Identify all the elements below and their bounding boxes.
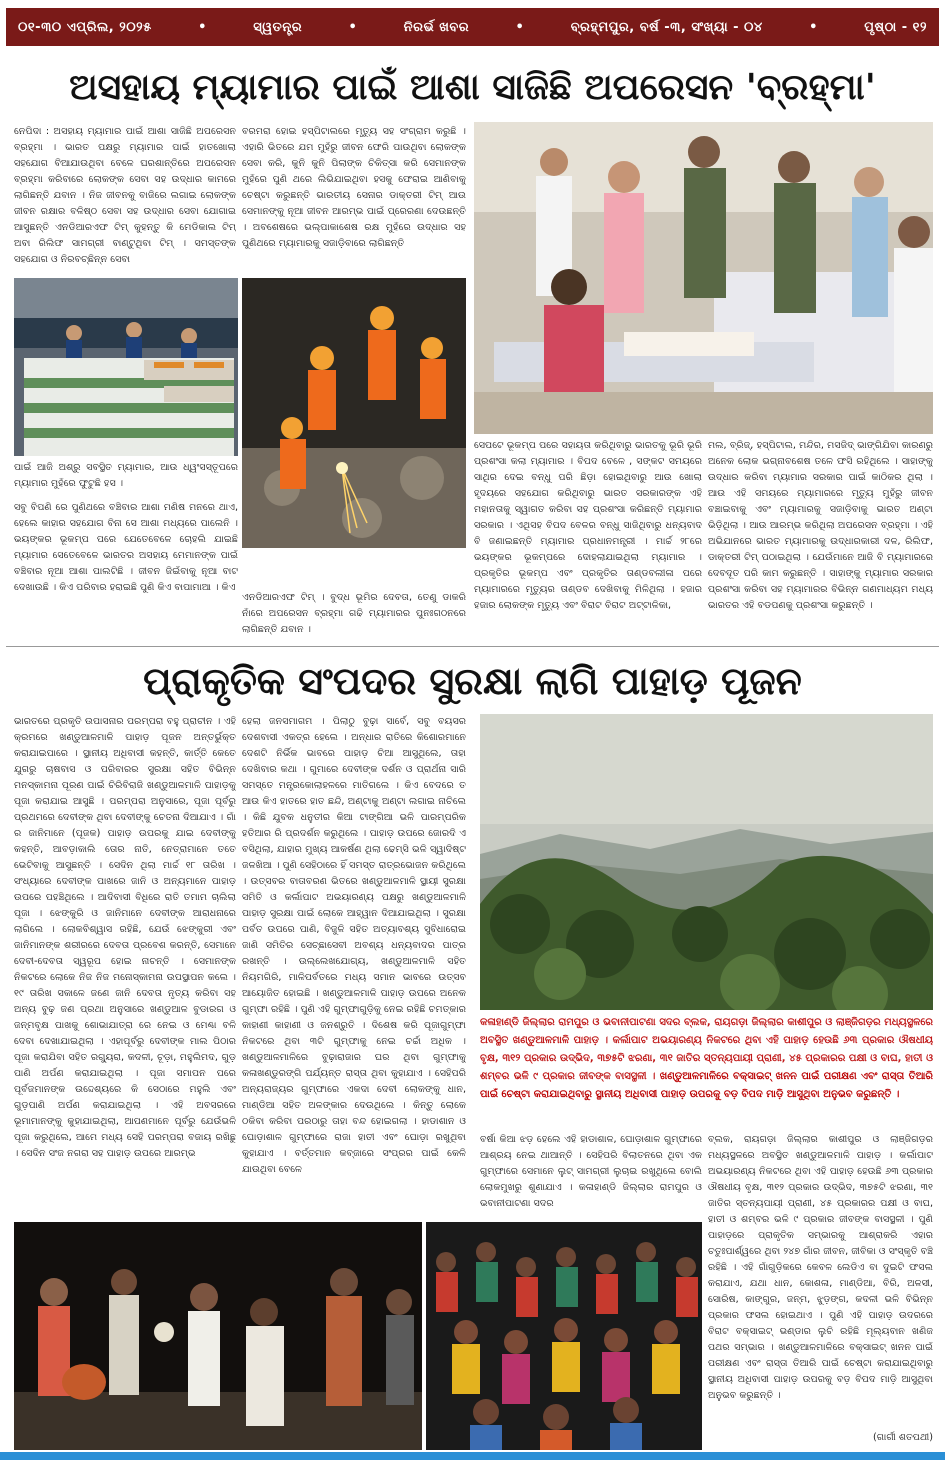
section-divider bbox=[6, 646, 939, 647]
story2-column-2: ହେଲା ଜନସମାଗମ । ପିଲାଠୁ ବୁଢ଼ା ସାର୍ବେ, ସବୁ ବୟସର ଦେଶବାସୀ ଏକତ୍ର ହେଲେ । ଅନ୍ଧାର ରାତିରେ କିଶୋରମାନେ ଦେଶଟି ନିର୍ଭିକ ଭାବରେ ପାହାଡ଼ ଚିଆ ଆସୁଥିଲେ, ତାହା ଦେଖିବାର କଥା । ଗୁମାରେ ଦେବୀଙ୍କ ଦର୍ଶନ ଓ ପ୍ରାର୍ଥନା ସାରି ସମସ୍ତେ ମନ୍ତ୍ରକୋଲାହଳରେ ମାତିଗଲେ । କିଏ ବେଦରେ ତ ଆଉ କିଏ ହାତରେ ହାତ ଛନ୍ଦି, ଅଣ୍ଟାକୁ ଅଣ୍ଟା ଲଗାଇ ନାଚିଲେ । କିଛି ଯୁବକ ଧନୁତୀର କିଆ ଟାଙ୍ଗିଆ ଭଳି ପାରମ୍ପରିକ ହତିଆର ରି ପ୍ରଦର୍ଶନ କରୁଥିଲେ । ପାହାଡ଼ ଉପରେ ଜୋରଦି ଏ ବସିଥିଲା, ଯାହାର ମୁଖ୍ୟ ଆକର୍ଷଣ ଥିଲା ଢେମ୍ସି ଭଳି ସ୍ୱାଦିଷ୍ଟ ଜଳଖିଆ । ପୁଣି ସେହିଠାରେ ହିଁ ସମସ୍ତ ରାତ୍ରଭୋଜନ କରିଥିଲେ । ଉତ୍ସବର ବାତାବରଣ ଭିତରେ ଖଣ୍ଡୁଆଳମାଳି ସ୍ଥାୟୀ ସୁରକ୍ଷା ସମିତି ଓ କର୍ଲାପାଟ ଅଭୟାରଣ୍ୟ ପକ୍ଷରୁ ଖଣ୍ଡୁଆଳମାଳି ପାହାଡ଼ ସୁରକ୍ଷା ପାଇଁ ଲୋକେ ଆହ୍ୱାନ ଦିଆଯାଇଥିଲା । ସୁରକ୍ଷା ପର୍ବତ ଉପରେ ପାଣି, ବିଜୁଳି ସହିତ ଅତ୍ୟାବଶ୍ୟ ସୁବିଧାରୋଇ ଜାଣି ସମିତିର ସେଚ୍ଛାସେବୀ ଅବଶ୍ୟ ଧନ୍ୟବାଦର ପାତ୍ର ରଖନ୍ତି । ଉଲ୍ଲେଖଯୋଗ୍ୟ, ଖଣ୍ଡୁଆଳମାଳି ସହିତ ନିୟମଗିରି, ମାଳିପର୍ବତରେ ମଧ୍ୟ ସମାନ ଭାବରେ ଉତ୍ସବ ଆୟୋଜିତ ହୋଇଛି । ଖଣ୍ଡୁଆଳମାଳି ପାହାଡ଼ ଉପରେ ଅନେକ ଗୁମ୍ଫା ରହିଛି । ପୁଣି ଏହି ଗୁମ୍ଫାଗୁଡ଼ିକୁ ନେଇ ରହିଛି ଚମତ୍କାର କାହାଣୀ କାହାଣୀ ଓ ଜନଶ୍ରୁତି । ଦିଶେଷ କରି ପୂଜାଗୁମ୍ଫା ନିକଟରେ ଥିବା ୩ଟି ଗୁମ୍ଫାକୁ ନେଇ ଚର୍ଚ୍ଚା ଅଧିକ । ଖଣ୍ଡୁଆଳମାଳିରେ ବୁଢ଼ାରାଜାର ଘର ଥିବା ଗୁମ୍ଫାକୁ କଳାଖଣ୍ଡୁରଙ୍ଗି ପର୍ଯ୍ୟନ୍ତ ରାସ୍ତା ଥିବା କୁହାଯାଏ । ସେହିପରି ଅନ୍ୟରାଜ୍ୟର ଗୁମ୍ଫାରେ ଏକଦା ଦେବୀ ଲୋକଙ୍କୁ ଧାନ, ମାଣ୍ଡିଆ ସହିତ ଅଳଙ୍କାର ଦେଉଥିଲେ । କିନ୍ତୁ ଲୋକେ ଠକିବା କରିବା ପରଠାରୁ ତାହା ବନ୍ଦ ହୋଇଗଲା । ହାଡାଶାନ ଓ ଘୋଡ଼ାଶାଳ ଗୁମ୍ଫାରେ ରାଜା ହାତୀ ଏବଂ ଘୋଡ଼ା ରଖୁଥିବା କୁହାଯାଏ । ବର୍ତ୍ତମାନ କବ୍ଜାରେ ସଂପ୍ରର ପାଇଁ କେଳି ଯାଉଥିବା ବେଳେ bbox=[242, 716, 466, 1175]
army-medical-team-photo bbox=[474, 122, 933, 434]
khandualmali-hill-photo bbox=[480, 714, 933, 1010]
issue-date: ୦୧-୩୦ ଏପ୍ରିଲ, ୨୦୨୫ bbox=[18, 19, 152, 35]
story1-column-2: ବରମରା ହୋଇ ହସ୍ପିଟାଲରେ ମୃତ୍ୟୁ ସହ ସଂଗ୍ରାମ କରୁଛି । ଏହାରି ଭିତରେ ଯମ ମୁହଁରୁ ଜୀବନ ଫେରି ପାଉଥିବା ଲୋକଙ୍କ ସେବା କରି, କୁନି କୁନି ପିଲାଙ୍କ ଚିକିତ୍ସା କରି ସେମାନଙ୍କ ମୁହଁରେ ପୁଣି ଥରେ ଲିଭିଯାଇଥିବା ହସକୁ ଫେରାଇ ଆଣିବାକୁ ଚେଷ୍ଟା କରୁଛନ୍ତି ଭାରତୀୟ ସେନାର ଡାକ୍ତରୀ ଟିମ୍ ଆଉ ସେମାନଙ୍କୁ ନୂଆ ଜୀବନ ଆରମ୍ଭ ପାଇଁ ପ୍ରେରଣା ଦେଉଛନ୍ତି । ଅବଶେଷରେ ଭଲ୍ପାକାଶେଷ ରକ୍ଷ ମୁହଁରେ ଉଦ୍ଧାର ସହ ପୁଣିଥରେ ମ୍ୟାମାରକୁ ସଜାଡ଼ିବାରେ ଲାଗିଛନ୍ତି bbox=[242, 126, 466, 249]
ndrf-rescue-photo bbox=[242, 278, 466, 548]
night-ritual-dance-photo bbox=[14, 1222, 422, 1450]
festival-crowd-photo bbox=[426, 1222, 702, 1450]
masthead-separator: • bbox=[515, 19, 525, 35]
hill-photo-caption bbox=[480, 1014, 933, 1126]
masthead-tagline-2: ନିରର୍ଭ ଖବର bbox=[403, 19, 470, 35]
story1-column-1: ନେପିଦା : ଅସହାୟ ମ୍ୟାମାର ପାଇଁ ଆଶା ସାଜିଛି ଅପରେସନ ବ୍ରହ୍ମା । ଭାରତ ପକ୍ଷରୁ ମ୍ୟାମାର ପାଇଁ ହାତଖୋଲା ସହଯୋଗ ବିଆଯାଉଥିବା ବେଳେ ଘରଶାନ୍ତିରେ ଅପରେସନ ବ୍ରହ୍ମା କରିବାରେ ଲୋକଙ୍କ ସେବା ସହ ଉଦ୍ଧାର କାମରେ ଲାଗିଛନ୍ତି ଯବାନ । ନିଜ ଜୀବନକୁ ବାଜିରେ ଲଗାଇ ଲୋକଙ୍କ ଜୀବନ ରକ୍ଷାର ବଳିଷ୍ଠ ସେବା ସହ ଉଦ୍ଧାର ସେବା ଯୋଗାଇ ଆସୁଛନ୍ତି ଏନଡିଆରଏଫ ଟିମ୍ କୁହନ୍ତୁ କି ମେଡିକାଲ ଟିମ୍ ଅବା ରିଲିଫ ସାମଗ୍ରୀ ବାଣ୍ଟୁଥିବା ଟିମ୍ । ସମସ୍ତଙ୍କ ସହଯୋଗ ଓ ନିରବଚ୍ଛିନ୍ନ ସେବା bbox=[14, 126, 236, 265]
story1-column-3: ସେପଟେ ଭୂକମ୍ପ ପରେ ସହାୟତା କରିଥିବାରୁ ଭାରତକୁ ଭୂରି ଭୂରି ପ୍ରଶଂସା କଲା ମ୍ୟାମାର । ବିପଦ ବେଳେ , ସଙ୍କଟ ସମୟରେ ସାଥିର ଦେଇ ବନ୍ଧୁ ପରି ଛିଡ଼ା ହୋଇଥିବାରୁ ଆଉ ଖୋଲା ହୃଦୟରେ ସହଯୋଗ କରିଥିବାରୁ ଭାରତ ସରକାରଙ୍କ ଏହି ମହାନତାକୁ ସ୍ୱାଗତ କରିବା ସହ ପ୍ରଶଂସା କରିଛନ୍ତି ମ୍ୟାମାର ସରକାର । ଏଥିସହ ବିପଦ ବେଳର ବନ୍ଧୁ ସାଜିଥିବାରୁ ଧନ୍ୟବାଦ ବି ଜଣାଇଛନ୍ତି ମ୍ୟାମାର ପ୍ରଧାନମନ୍ତ୍ରୀ । ମାର୍ଚ୍ଚ ୨୮ରେ ଭୟଙ୍କର ଭୂକମ୍ପରେ ଦୋହଲାଯାଇଥିଲା ମ୍ୟାମାର । ପ୍ରକୃତିର ଭୂକମ୍ପ ଏବଂ ପ୍ରକୃତିର ତାଣ୍ଡବଲୀଳା ପରେ ମ୍ୟାମାରରେ ମୃତ୍ୟୁର ତାଣ୍ଡବ ଦେଖିବାକୁ ମିଳିଥିଲା । ହଜାର ହଜାର ଲୋକଙ୍କ ମୃତ୍ୟୁ ଏବଂ ବିରାଟ ବିରାଟ ଅଟ୍ଟାଳିକା, bbox=[474, 440, 702, 611]
story2-column-4: ବ୍ଲକ, ରାୟଗଡ଼ା ଜିଲ୍ଲାର କାଶୀପୁର ଓ ଲାଞ୍ଜିଗଡ଼ର ମଧ୍ୟସ୍ଥଳରେ ଅବସ୍ଥିତ ଖଣ୍ଡୁଆଳମାଳି ପାହାଡ଼ । କର୍ଲାପାଟ ଅଭୟାରଣ୍ୟ ନିକଟରେ ଥିବା ଏହି ପାହାଡ଼ ହେଉଛି ୬୩ ପ୍ରକାର ଔଷଧୀୟ ବୃକ୍ଷ, ୩୧୨ ପ୍ରକାର ଉଦ୍ଭିଦ, ୩୭୫ଟି ଝରଣା, ୩୧ ଜାତିର ସ୍ତନ୍ୟପାୟୀ ପ୍ରାଣୀ, ୪୫ ପ୍ରକାରର ପକ୍ଷୀ ଓ ବାଘ, ହାତୀ ଓ ଶମ୍ବର ଭଳି ୯ ପ୍ରକାର ଜୀବଙ୍କ ବାସସ୍ଥଳୀ । ପୁଣି ପାହାଡ଼ରେ ପ୍ରାକୃତିକ ସମ୍ଭାରକୁ ଆଶ୍ରାକରି ଏହାର ଚତୁଃପାର୍ଶ୍ୱରେ ଥିବା ୨୪୭ ଗାଁର ଜୀବନ, ଜୀବିକା ଓ ସଂସ୍କୃତି ବଞ୍ଚି ରହିଛି । ଏହି ଗାଁଗୁଡ଼ିକରେ କେବଳ ଲେଡିଏ ବା ଦୁଇଟି ଫସଲ କରାଯାଏ, ଯଥା ଧାନ, କୋଶଳା, ମାଣ୍ଡିଆ, ବିରି, ଅଳସୀ, ସୋରିଷ, କାଙ୍ଗୁର, ଜନ୍ମ, ଝୁଡ଼ଙ୍ଗ, କଦଳୀ ଭଳି ବିଭିନ୍ନ ପ୍ରକାର ଫସଲ ହୋଇଥାଏ । ପୁଣି ଏହି ପାହାଡ଼ ଉଦରରେ ବିରାଟ ବକ୍ସାଇଟ୍ ଭଣ୍ଡାର ଲୁଚି ରହିଛି ମୂଲ୍ୟବାନ ଖଣିଜ ପଥର ସମ୍ଭାର । ଖଣ୍ଡୁଆଳମାଳିରେ ବକ୍ସାଇଟ୍ ଖନନ ପାଇଁ ପରୀକ୍ଷଣ ଏବଂ ରାସ୍ତା ତିଆରି ପାଇଁ ଚେଷ୍ଟା କରାଯାଇଥିବାରୁ ସ୍ଥାନୀୟ ଅଧିବାସୀ ପାହାଡ଼ ଉପରକୁ ବଡ଼ ବିପଦ ମାଡ଼ି ଆସୁଥିବା ଅନୁଭବ କରୁଛନ୍ତି । bbox=[708, 1134, 933, 1401]
masthead-separator: • bbox=[348, 19, 358, 35]
story1-column-1-continued: ସବୁ ବିପଣି ରେ ପୁଣିଥରେ ବଞ୍ଚିବାର ଆଶା ମଣିଷ ମନରେ ଥାଏ, ହେଲେ କାହାର ସହଯୋଗ ବିନା ସେ ଆଶା ମଧ୍ୟରେ ପାଲେନି । ଭୟଙ୍କର ଭୂକମ୍ପ ପରେ ଯେତେବେଳେ ଚୋହଲି ଯାଇଛି ମ୍ୟାମାର ସେତେବେଳେ ଭାରତର ଅସହାୟ ମେମାନଙ୍କ ପାଇଁ ବଞ୍ଚିବାର ନୂଆ ଆଶା ପାଲଟିଛି । ଜୀବନ ଜିଇଁବାକୁ ନୂଆ ବାଟ ଦେଖାଉଛି । କିଏ ପରିବାର ହରାଇଛି ପୁଣି କିଏ ବାପାମାଆ । କିଏ bbox=[14, 502, 238, 593]
hill-caption-main: କଳାହାଣ୍ଡି ଜିଲ୍ଲାର ରାମପୁର ଓ ଭବାନୀପାଟଣା ସଦର ବ୍ଲକ, ରାୟଗଡ଼ା ଜିଲ୍ଲାର କାଶୀପୁର ଓ ଲାଞ୍ଜିଗଡ଼ର ମଧ୍ୟସ୍ଥଳରେ ଅବସ୍ଥିତ ଖଣ୍ଡୁଆଳମାଳି ପାହାଡ଼ । କର୍ଲାପାଟ ଅଭୟାରଣ୍ୟ ନିକଟରେ ଥିବା ଏହି ପାହାଡ଼ ହେଉଛି ୬୩ ପ୍ରକାର ଔଷଧୀୟ ବୃକ୍ଷ, ୩୧୨ ପ୍ରକାର ଉଦ୍ଭିଦ, ୩୭୫ଟି ଝରଣା, ୩୧ ଜାତିର ସ୍ତନ୍ୟପାୟୀ ପ୍ରାଣୀ, ୪୫ ପ୍ରକାରର ପକ୍ଷୀ ଓ ବାଘ, ହାତୀ ଓ ଶମ୍ବର ଭଳି ୯ ପ୍ରକାର ଜୀବଙ୍କ ବାସସ୍ଥଳୀ । bbox=[480, 1017, 933, 1082]
page-bottom-bar bbox=[0, 1452, 945, 1460]
story1-headline: ଅସହାୟ ମ୍ୟାମାର ପାଇଁ ଆଶା ସାଜିଛି ଅପରେସନ 'ବ୍ରହ୍ମା' bbox=[69, 67, 876, 108]
masthead-separator: • bbox=[809, 19, 818, 35]
relief-photo-caption: ପାଇଁ ଆଜି ଅଶ୍ରୁ ସବସ୍ଥିତ ମ୍ୟାମାର, ଆଉ ଧ୍ୱଂସସ୍ତୂପରେ ମ୍ୟାମାର ମୁହଁରେ ଫୁଟୁଛି ହସ । bbox=[14, 462, 238, 489]
page-number: ପୃଷ୍ଠା - ୧୨ bbox=[864, 19, 927, 35]
story2-headline: ପ୍ରାକୃତିକ ସଂପଦର ସୁରକ୍ଷା ଲାଗି ପାହାଡ଼ ପୂଜନ bbox=[143, 659, 802, 703]
masthead-separator: • bbox=[198, 19, 207, 35]
story1-column-4: ମଲ, ବ୍ରିଜ୍, ହସ୍ପିଟାଲ, ମନ୍ଦିର, ମସଜିଦ୍ ଭାଙ୍ଗିଯିବା କାରଣରୁ ଅନେକ ଲୋକ ଭଗ୍ନାବଶେଷ ତଳେ ଫସି ରହିଥିଲେ । ସାହାଙ୍କୁ ଉଦ୍ଧାର କରିବା ମ୍ୟାମାର ସରକାର ପାଇଁ କାଠିକର ଥିଲା । ଆଉ ଏହି ସମୟରେ ମ୍ୟାମାରରେ ମୃତ୍ୟୁ ମୁହଁରୁ ଜୀବନ ବଞ୍ଚାଇବାକୁ ଏବଂ ମ୍ୟାମାରକୁ ସଜାଡ଼ିବାକୁ ଭାରତ ଅଣ୍ଟା ଭିଡ଼ିଥିଲା । ଆଉ ଆରମ୍ଭ କରିଥିଲା ଅପରେସନ ବ୍ରହ୍ମା । ଏହି ଅଭିଯାନରେ ଭାରତ ମ୍ୟାମାରକୁ ଉଦ୍ଧାରକାରୀ ଦଳ, ରିଲିଫ, ଡାକ୍ତରୀ ଟିମ୍ ପଠାଇଥିଲା । ଯେଉଁମାନେ ଆଜି ବି ମ୍ୟାମାରରେ ଦେବଦୂତ ପରି କାମ କରୁଛନ୍ତି । ସାହାଙ୍କୁ ମ୍ୟାମାର ସରକାର ପ୍ରଶଂସା କରିବା ସହ ମ୍ୟାମାରର ବିଭିନ୍ନ ଗଣମାଧ୍ୟମ ମଧ୍ୟ ଭାରତର ଏହି ବଡପଣକୁ ପ୍ରଶଂସା କରୁଛନ୍ତି । bbox=[708, 440, 933, 611]
story2-column-3: ବର୍ଷା କିଆ ଝଡ଼ ହେଲେ ଏହି ହାଡାଶାଳ, ଘୋଡ଼ାଶାଳ ଗୁମ୍ଫାରେ ଆଶ୍ରୟ ନେଇ ଥାଆନ୍ତି । ସେହିପରି ବିଲାତନରେ ଥିବା ଏକ ଗୁମ୍ଫାରେ ସେମାନେ ଲୁଟ୍ ସାମଗ୍ରୀ ଲୁଚାଇ ରଖୁଥିଲେ ବୋଲି ଲୋକମୁଖରୁ ଶୁଣାଯାଏ । କଳାହାଣ୍ଡି ଜିଲ୍ଲାର ରାମପୁର ଓ ଭବାନୀପାଟଣା ସଦର bbox=[480, 1134, 702, 1209]
story2-column-1: ଭାରତରେ ପ୍ରକୃତି ଉପାସନାର ପରମ୍ପରା ବହୁ ପ୍ରାଚୀନ । ଏହି କ୍ରମରେ ଖଣ୍ଡୁଆଳମାଳି ପାହାଡ଼ ପୂଜନ ଅନ୍ତର୍ଭୁକ୍ତ କରାଯାଇପାରେ । ସ୍ଥାନୀୟ ଅଧିବାସୀ କହନ୍ତି, କାର୍ତ୍ତି କେତେ ଯୁଗରୁ ଚାଷବାସ ଓ ପରିବାରର ସୁରକ୍ଷା ସହିତ ବିଭିନ୍ନ ମନସ୍କାମନା ପୂରଣ ପାଇଁ ଚିରିବିରାଜି ଖଣ୍ଡୁଆଳମାଳି ପାହାଡ଼କୁ ପୂଜା କରାଯାଇ ଆସୁଛି । ପରମ୍ପରା ଅନୁସାରେ, ପୂଜା ପୂର୍ବରୁ ପ୍ରଥମରେ ଦେବୀଙ୍କ ଥିବା ଦେବୀଙ୍କୁ ଚେତନା ଦିଆଯାଏ । ଗାଁ ର ଜାନିମାନେ (ପୂଜକ) ପାହାଡ଼ ଉପରକୁ ଯାଇ ଦେବୀଙ୍କୁ କହନ୍ତି, ଆବଡ଼ାକାଲି ତୋର ନାତି, ନେତ୍ରାମାନେ ତତେ ଭେଟିବାକୁ ଆସୁଛନ୍ତି । ସେଦିନ ଥିଲା ମାର୍ଚ୍ଚ ୧୮ ତାରିଖ । ସଂଧ୍ୟାରେ ଦେବୀଙ୍କ ପାଖରେ ଜାନି ଓ ଅନ୍ୟମାନେ ପାହାଡ଼ ଉପରେ ପହଞ୍ଚିଥିଲେ । ଆଦିବାସୀ ବିଧିରେ ରାତି ତମାମ ଚାଲିଲା ପୂଜା । ଝେଙ୍କୁରି ଓ ଜାନିମାନେ ଦେବୀଙ୍କ ଆରାଧନାରେ ଲାଗିଲେ । ଲୋକବିଶ୍ୱାସ ରହିଛି, ଯେଉଁ ଝେଙ୍କୁରୀ ଏବଂ ଜାନିମାନଙ୍କ ଶରୀରରେ ଦେବତା ପ୍ରବେଶ କରନ୍ତି, ସେମାନେ ଦେବୀ-ଦେବତା ସ୍ୱରୂପ ହୋଇ ନାଚନ୍ତି । ସେମାନଙ୍କ ନିକଟରେ ଲୋକେ ନିଜ ନିଜ ମନୋସ୍କାମନା ଉପସ୍ଥାପନ କଲେ । ୧୯ ତାରିଖ ସକାଳେ ଜଣେ ଜାନି ଦେବତା ନୃତ୍ୟ କରିବା ସହ ଅନ୍ୟ ବୁଢ଼ ଜଣ ପ୍ରଥା ଅନୁସାରେ ଖଣ୍ଡୁଆଳ ବୁଡାରଗ ଓ ଜନ୍ମବୃକ୍ଷ ପାଖକୁ ଶୋଭାଯାତ୍ରା ରେ ନେଇ ଓ ମେଣ୍ଢା ବଳି ଦେବା ଦେଖାଯାଇଥିଲା । ଏହାପୂର୍ବରୁ ଦେବୀଙ୍କ ମାଲ ପିଠାର ପୂଜା କରାଯିବା ସହିତ ରଗ୍ୟୁରା, କଦଳୀ, ଚୂଡ଼ା, ମହୁଲିମଦ, ଗୁଡ଼ ପାଣି ଅର୍ପଣ କରାଯାଇଥିଲା । ପୂଜା ସମାପନ ପରେ ପୂର୍ବଜମାନଙ୍କ ଉଦ୍ଦେଶ୍ୟରେ କି ସେଠାରେ ମହୁଲି ଏବଂ ଗୁଡ଼ପାଣି ଅର୍ପଣ କରାଯାଇଥିଲା । ଏହି ଅବସରରେ ଭୂମାମାନଙ୍କୁ କୁହାଯାଇଥିଲା, ଆପଣମାନେ ପୂର୍ବରୁ ଯେଉଁଭଳି ପୂଜା କରୁଥିଲେ, ଆମେ ମଧ୍ୟ ସେହି ପରମ୍ପରା ବଜାୟ ରଖିଛୁ । ସେଦିନ ସଂଜ ନଗରା ସହ ପାହାଡ଼ ଉପରେ ଆରମ୍ଭ bbox=[14, 716, 236, 1159]
masthead bbox=[6, 8, 939, 46]
place-year-issue: ବ୍ରହ୍ମପୁର, ବର୍ଷ -୩, ସଂଖ୍ୟା - ୦୪ bbox=[570, 19, 763, 35]
author-credit: (ଗାର୍ଗୀ ଶତପଥୀ) bbox=[873, 1432, 933, 1443]
story1-column-2-continued: ଏନଡିଆରଏଫ ଟିମ୍ । ବୁଦ୍ଧ ଭୂମିର ଦେବତା, ତେଣୁ ଡାକରି ନାଁରେ ଅପରେସନ ବ୍ରହ୍ମା ଗଢି ମ୍ୟାମାରର ପୁନଃଗଠନରେ ଲାଗିଛନ୍ତି ଯବାନ । bbox=[242, 592, 466, 635]
masthead-tagline-1: ସ୍ୱତନ୍ତ୍ର bbox=[253, 19, 303, 35]
relief-supplies-photo bbox=[14, 278, 238, 456]
hill-caption-bauxite: ଖଣ୍ଡୁଆଳମାଳିରେ ବକ୍ସାଇଟ୍ ଖନନ ପାଇଁ ପରୀକ୍ଷଣ ଏବଂ ରାସ୍ତା ତିଆରି ପାଇଁ ଚେଷ୍ଟା କରାଯାଇଥିବାରୁ ସ୍ଥାନୀୟ ଅଧିବାସୀ ପାହାଡ଼ ଉପରକୁ ବଡ଼ ବିପଦ ମାଡ଼ି ଆସୁଥିବା ଅନୁଭବ କରୁଛନ୍ତି । bbox=[480, 1071, 933, 1100]
